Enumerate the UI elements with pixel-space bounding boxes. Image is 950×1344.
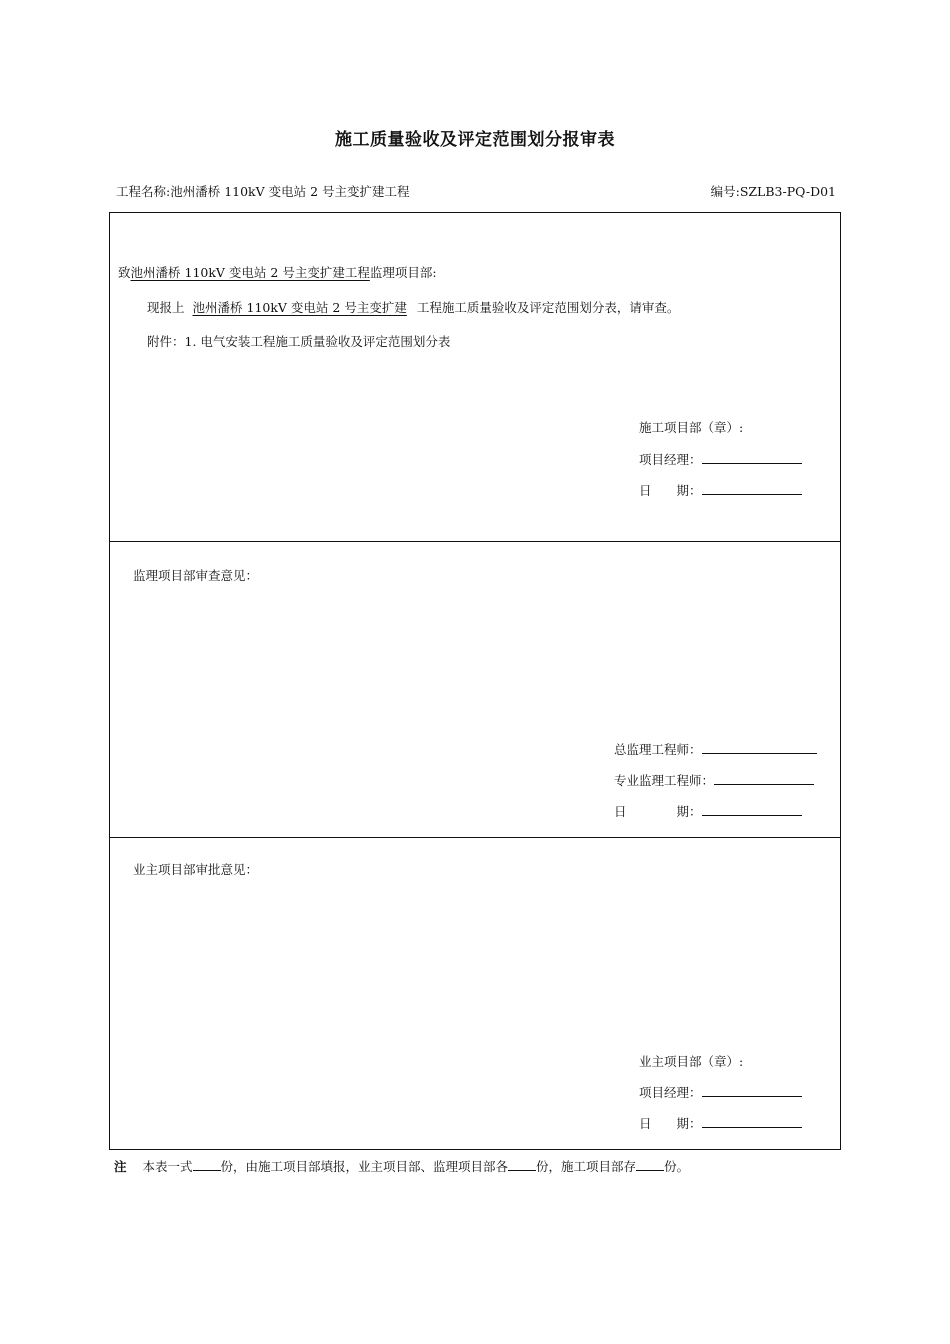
supervision-opinion-heading: 监理项目部审查意见： (133, 568, 259, 583)
date-label-3: 日 期： (639, 1116, 702, 1131)
date-sign-3 (639, 1114, 802, 1132)
chief-engineer-blank[interactable] (702, 741, 817, 754)
project-name: 池州潘桥 110kV 变电站 2 号主变扩建工程 (170, 184, 410, 199)
addressee-suffix: 监理项目部: (369, 265, 437, 280)
date-blank-2[interactable] (702, 803, 802, 816)
section-divider-2 (109, 837, 841, 838)
copies-total-blank[interactable] (193, 1158, 221, 1171)
construction-dept-seal: 施工项目部（章）: (639, 420, 744, 435)
note-label: 注 (114, 1159, 127, 1174)
owner-approval-heading: 业主项目部审批意见： (133, 862, 259, 877)
addressee-prefix: 致 (118, 265, 131, 280)
footnote (114, 1157, 689, 1175)
date-sign-2 (614, 802, 802, 820)
project-manager-sign-1 (639, 450, 802, 468)
date-blank-1[interactable] (702, 482, 802, 495)
date-label-1: 日 期： (639, 483, 702, 498)
copies-each-blank[interactable] (508, 1158, 536, 1171)
project-name-row (116, 182, 410, 200)
note-part-3: 份，施工项目部存 (536, 1159, 637, 1174)
specialist-engineer-sign (614, 771, 814, 789)
form-frame (109, 212, 841, 1150)
specialist-engineer-blank[interactable] (714, 772, 814, 785)
page-title: 施工质量验收及评定范围划分报审表 (335, 130, 615, 150)
date-blank-3[interactable] (702, 1115, 802, 1128)
section-divider-1 (109, 541, 841, 542)
addressee-target: 池州潘桥 110kV 变电站 2 号主变扩建工程 (130, 265, 370, 280)
form-code-row (711, 182, 836, 200)
chief-engineer-sign (614, 740, 817, 758)
owner-dept-seal: 业主项目部（章）: (639, 1054, 744, 1069)
project-manager-label-1: 项目经理： (639, 452, 702, 467)
project-manager-sign-3 (639, 1083, 802, 1101)
copies-kept-blank[interactable] (636, 1158, 664, 1171)
project-manager-label-3: 项目经理： (639, 1085, 702, 1100)
note-part-1: 本表一式 (142, 1159, 193, 1174)
report-suffix: 工程施工质量验收及评定范围划分表，请审查。 (416, 300, 680, 315)
code-label: 编号: (710, 184, 740, 199)
attachment-line: 附件：1. 电气安装工程施工质量验收及评定范围划分表 (147, 334, 451, 349)
form-code: SZLB3-PQ-D01 (739, 184, 836, 199)
note-part-2: 份，由施工项目部填报，业主项目部、监理项目部各 (220, 1159, 509, 1174)
date-label-2: 日 期： (614, 804, 702, 819)
specialist-engineer-label: 专业监理工程师： (614, 773, 715, 788)
chief-engineer-label: 总监理工程师： (614, 742, 702, 757)
report-target: 池州潘桥 110kV 变电站 2 号主变扩建 (192, 300, 407, 315)
project-manager-blank-3[interactable] (702, 1084, 802, 1097)
report-line (147, 298, 679, 316)
project-manager-blank-1[interactable] (702, 451, 802, 464)
note-part-4: 份。 (664, 1159, 690, 1174)
report-prefix: 现报上 (147, 300, 185, 315)
addressee-line (118, 263, 437, 281)
project-label: 工程名称: (116, 184, 171, 199)
date-sign-1 (639, 481, 802, 499)
